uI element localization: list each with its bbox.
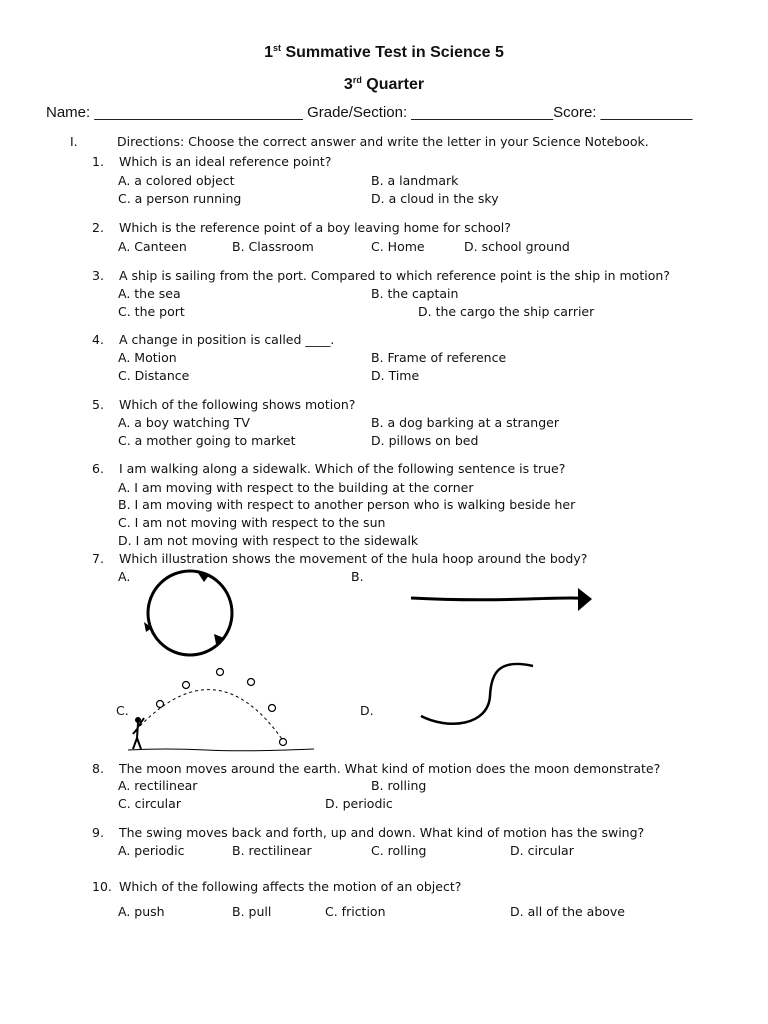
option-d: D. Time	[371, 368, 420, 383]
question-text: Which of the following shows motion?	[119, 397, 356, 412]
straight-arrow-illustration	[408, 586, 594, 614]
option-c: C. a mother going to market	[118, 433, 296, 448]
test-title: 1st Summative Test in Science 5	[264, 43, 504, 61]
option-b: B. rolling	[371, 778, 427, 793]
option-a: A.	[118, 569, 131, 584]
question-text: Which illustration shows the movement of the hula hoop around the body?	[119, 551, 588, 566]
option-a: A. Motion	[118, 350, 177, 365]
question-text: Which is an ideal reference point?	[119, 154, 332, 169]
option-b: B. a dog barking at a stranger	[371, 415, 559, 430]
question-text: The swing moves back and forth, up and down. What kind of motion has the swing?	[119, 825, 645, 840]
option-b: B. a landmark	[371, 173, 459, 188]
question-number: 3.	[92, 268, 104, 283]
student-info-line: Name: _________________________ Grade/Section: _________________Score: ___________	[46, 104, 693, 121]
option-c: C. rolling	[371, 843, 427, 858]
option-a: A. periodic	[118, 843, 185, 858]
curved-line-illustration	[418, 656, 538, 726]
option-d: D. a cloud in the sky	[371, 191, 499, 206]
option-c: C. the port	[118, 304, 185, 319]
question-number: 8.	[92, 761, 104, 776]
circle-arrows-illustration	[138, 570, 248, 660]
option-b: B. Classroom	[232, 239, 314, 254]
option-a: A. the sea	[118, 286, 181, 301]
option-d: D. the cargo the ship carrier	[418, 304, 595, 319]
question-text: Which is the reference point of a boy leaving home for school?	[119, 220, 511, 235]
option-c: C. Distance	[118, 368, 190, 383]
option-b: B.	[351, 569, 364, 584]
question-number: 7.	[92, 551, 104, 566]
option-b: B. the captain	[371, 286, 459, 301]
question-number: 2.	[92, 220, 104, 235]
question-number: 4.	[92, 332, 104, 347]
option-a: A. rectilinear	[118, 778, 198, 793]
option-c: C. Home	[371, 239, 425, 254]
option-b: B. rectilinear	[232, 843, 312, 858]
question-text: I am walking along a sidewalk. Which of the following sentence is true?	[119, 461, 566, 476]
quarter-title: 3rd Quarter	[343, 75, 425, 93]
option-c: C.	[116, 703, 129, 718]
option-c: C. I am not moving with respect to the sun	[118, 515, 386, 530]
option-c: C. circular	[118, 796, 181, 811]
question-number: 1.	[92, 154, 104, 169]
option-a: A. push	[118, 904, 165, 919]
option-a: A. I am moving with respect to the building at the corner	[118, 480, 474, 495]
question-number: 5.	[92, 397, 104, 412]
option-d: D. all of the above	[510, 904, 625, 919]
option-d: D. periodic	[325, 796, 393, 811]
option-a: A. Canteen	[118, 239, 187, 254]
question-text: The moon moves around the earth. What kind of motion does the moon demonstrate?	[119, 761, 661, 776]
option-b: B. Frame of reference	[371, 350, 507, 365]
option-d: D.	[360, 703, 374, 718]
question-text: Which of the following affects the motion of an object?	[119, 879, 462, 894]
directions-text: Directions: Choose the correct answer and write the letter in your Science Notebook.	[117, 134, 649, 149]
section-numeral: I.	[70, 134, 78, 149]
thrown-ball-illustration	[126, 664, 316, 756]
option-c: C. a person running	[118, 191, 242, 206]
option-d: D. circular	[510, 843, 574, 858]
option-d: D. school ground	[464, 239, 570, 254]
option-a: A. a colored object	[118, 173, 235, 188]
option-a: A. a boy watching TV	[118, 415, 250, 430]
option-b: B. pull	[232, 904, 272, 919]
option-b: B. I am moving with respect to another person who is walking beside her	[118, 497, 576, 512]
question-text: A change in position is called ____.	[119, 332, 335, 347]
question-number: 9.	[92, 825, 104, 840]
question-number: 10.	[92, 879, 112, 894]
option-d: D. I am not moving with respect to the sidewalk	[118, 533, 419, 548]
question-text: A ship is sailing from the port. Compared to which reference point is the ship in motion?	[119, 268, 670, 283]
option-c: C. friction	[325, 904, 386, 919]
question-number: 6.	[92, 461, 104, 476]
option-d: D. pillows on bed	[371, 433, 479, 448]
